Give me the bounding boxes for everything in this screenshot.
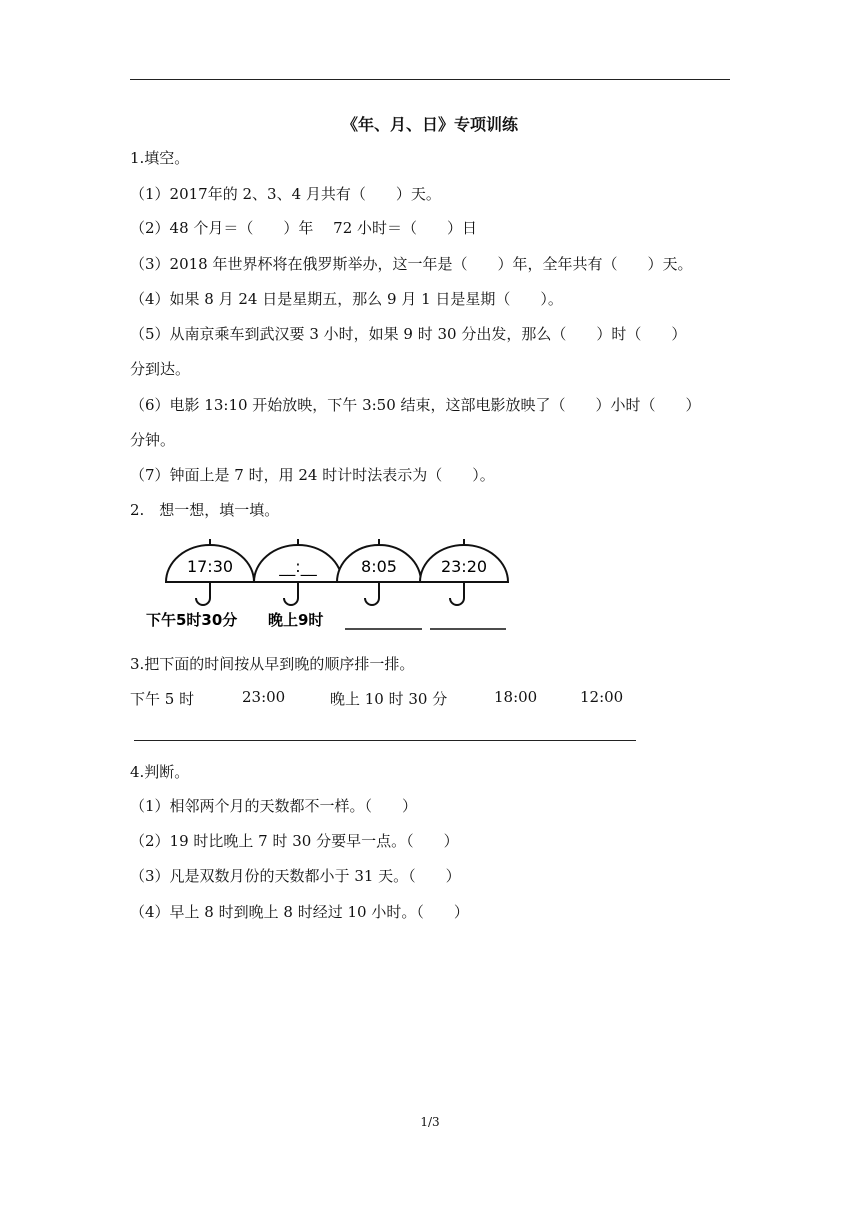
umbrella-3-time: 8:05 xyxy=(361,557,397,576)
umbrella-2-time: __:__ xyxy=(279,557,317,576)
time-5: 12:00 xyxy=(580,688,624,706)
section2-heading: 2. 想一想，填一填。 xyxy=(130,501,280,519)
section3-heading: 3.把下面的时间按从早到晚的顺序排一排。 xyxy=(130,655,415,673)
umbrella-1-caption: 下午5时30分 xyxy=(146,611,238,629)
time-4: 18:00 xyxy=(494,688,538,706)
section1-item-6-cont: 分钟。 xyxy=(130,431,176,449)
header-rule xyxy=(130,79,730,80)
section4-item-2: （2）19 时比晚上 7 时 30 分要早一点。（ ） xyxy=(130,832,459,850)
page-title: 《年、月、日》专项训练 xyxy=(341,115,518,134)
section4-item-3: （3）凡是双数月份的天数都小于 31 天。（ ） xyxy=(130,867,461,885)
section1-item-5-cont: 分到达。 xyxy=(130,360,191,378)
time-2: 23:00 xyxy=(242,688,286,706)
umbrella-2-caption: 晚上9时 xyxy=(268,611,324,629)
section1-item-5: （5）从南京乘车到武汉要 3 小时，如果 9 时 30 分出发，那么（ ）时（ ） xyxy=(130,325,687,343)
section4-item-4: （4）早上 8 时到晚上 8 时经过 10 小时。（ ） xyxy=(130,903,469,921)
section1-heading: 1.填空。 xyxy=(130,149,190,167)
page-number: 1/3 xyxy=(420,1115,440,1129)
section4-heading: 4.判断。 xyxy=(130,763,190,781)
umbrella-4-time: 23:20 xyxy=(440,557,488,576)
umbrella-figure xyxy=(140,536,520,636)
section4-item-1: （1）相邻两个月的天数都不一样。（ ） xyxy=(130,797,418,815)
time-1: 下午 5 时 xyxy=(130,690,195,708)
section1-item-7: （7）钟面上是 7 时，用 24 时计时法表示为（ ）。 xyxy=(130,466,495,484)
section1-item-3: （3）2018 年世界杯将在俄罗斯举办，这一年是（ ）年，全年共有（ ）天。 xyxy=(130,255,693,273)
section1-item-1: （1）2017年的 2、3、4 月共有（ ）天。 xyxy=(130,185,441,203)
section1-item-6: （6）电影 13:10 开始放映，下午 3:50 结束，这部电影放映了（ ）小时（ ） xyxy=(130,396,701,414)
section1-item-4: （4）如果 8 月 24 日是星期五，那么 9 月 1 日是星期（ ）。 xyxy=(130,290,563,308)
umbrella-1-time: 17:30 xyxy=(186,557,234,576)
time-3: 晚上 10 时 30 分 xyxy=(330,690,448,708)
answer-line xyxy=(134,740,636,741)
section1-item-2: （2）48 个月＝（ ）年 72 小时＝（ ）日 xyxy=(130,219,478,237)
